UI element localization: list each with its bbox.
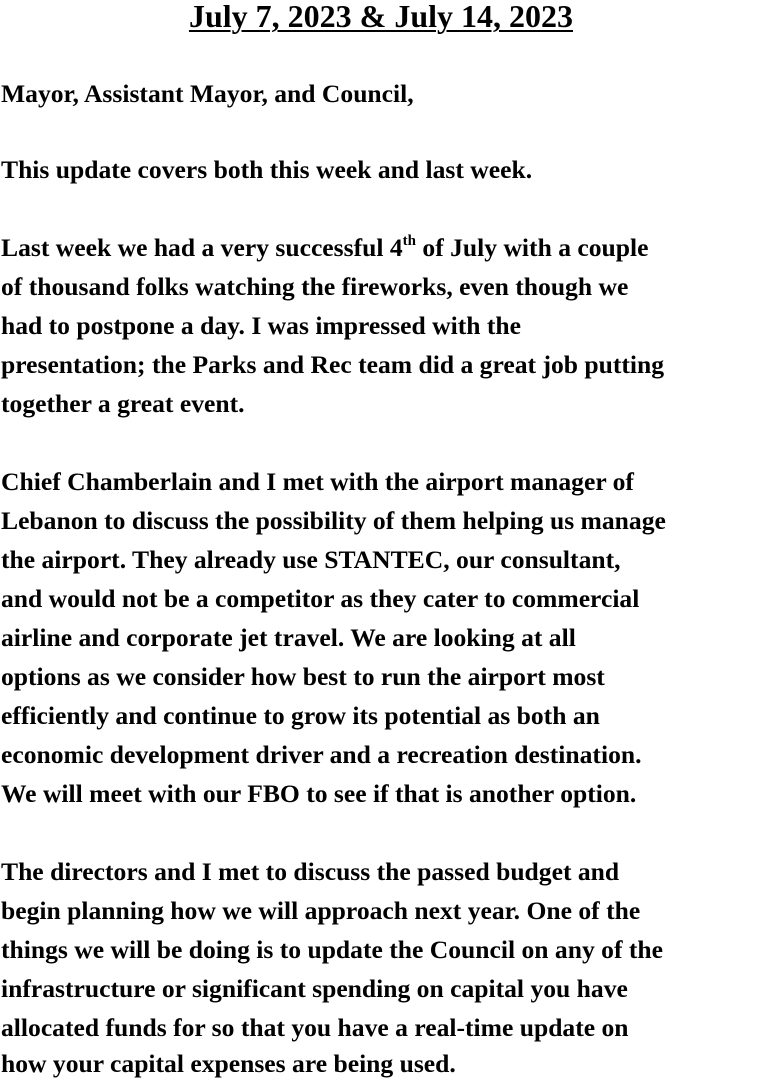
paragraph-3-line-1: Chief Chamberlain and I met with the airport manager of [1,467,634,496]
paragraph-2-line-4: presentation; the Parks and Rec team did a great job putting [1,350,665,379]
paragraph-4-line-2: begin planning how we will approach next year. One of the [1,896,641,925]
paragraph-3-line-4: and would not be a competitor as they cater to commercial [1,584,640,613]
paragraph-3-line-9: We will meet with our FBO to see if that is another option. [1,779,637,808]
paragraph-3-line-6: options as we consider how best to run the airport most [1,662,605,691]
paragraph-4-line-3: things we will be doing is to update the Council on any of the [1,935,663,964]
paragraph-2-line-2: of thousand folks watching the fireworks, even though we [1,272,629,301]
paragraph-4-line-6: how your capital expenses are being used. [1,1049,456,1078]
document-title: July 7, 2023 & July 14, 2023 [188,0,574,34]
paragraph-3-line-7: efficiently and continue to grow its potential as both an [1,701,600,730]
salutation: Mayor, Assistant Mayor, and Council, [1,79,414,108]
paragraph-3-line-2: Lebanon to discuss the possibility of them helping us manage [1,506,666,535]
paragraph-4-line-5: allocated funds for so that you have a real-time update on [1,1013,629,1042]
paragraph-2-line-1 [1,233,649,263]
paragraph-3-line-5: airline and corporate jet travel. We are looking at all [1,623,576,652]
paragraph-4-line-4: infrastructure or significant spending on capital you have [1,974,628,1003]
paragraph-3-line-8: economic development driver and a recreation destination. [1,740,642,769]
paragraph-1-line-1: This update covers both this week and last week. [1,155,533,184]
paragraph-2-line-3: had to postpone a day. I was impressed with the [1,311,522,340]
paragraph-2-line-1-rest: of July with a couple [416,233,649,262]
paragraph-2-line-5: together a great event. [1,389,245,418]
paragraph-3-line-3: the airport. They already use STANTEC, our consultant, [1,545,621,574]
ordinal-suffix: th [402,233,416,249]
paragraph-2-line-1-text: Last week we had a very successful 4 [1,233,403,262]
paragraph-4-line-1: The directors and I met to discuss the passed budget and [1,857,620,886]
